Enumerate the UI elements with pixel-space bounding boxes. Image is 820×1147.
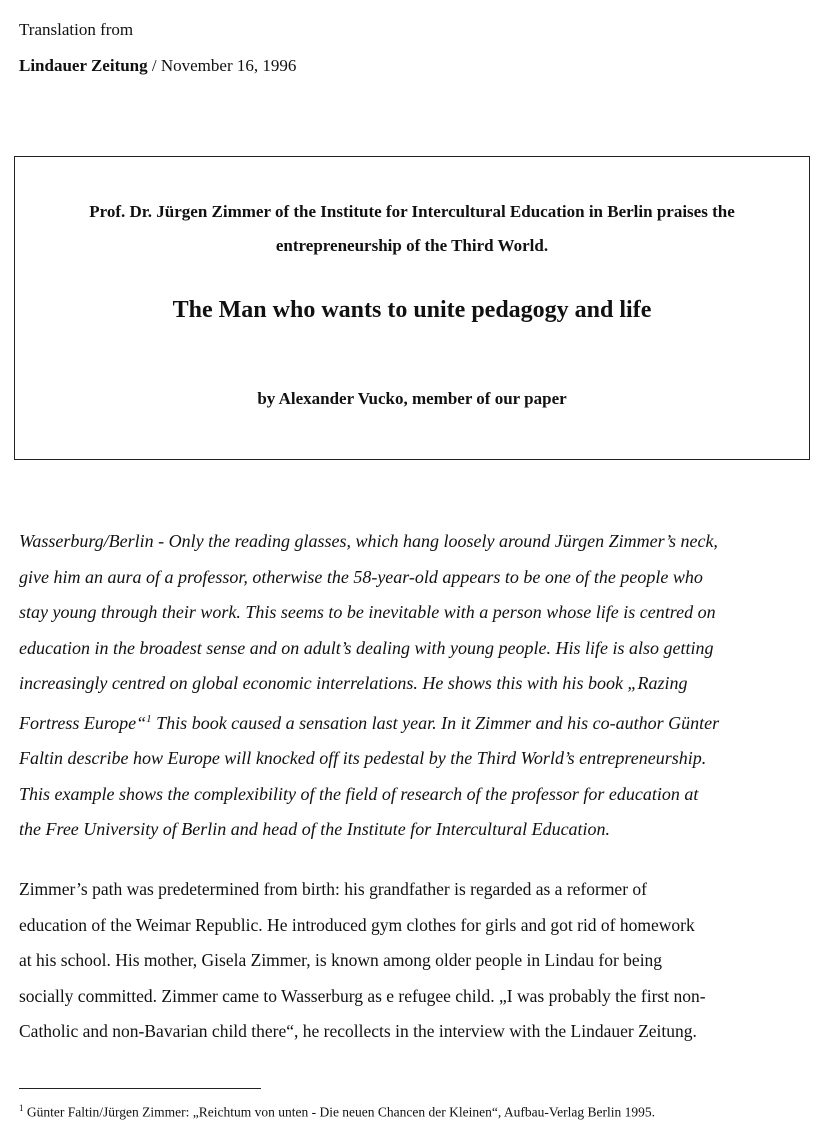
publication-date: / November 16, 1996	[151, 56, 297, 75]
book-title-end: Fortress Europe“	[19, 712, 147, 733]
paragraph-line: education of the Weimar Republic. He introduced gym clothes for girls and got rid of homework	[19, 914, 695, 935]
paper-name: Lindauer Zeitung	[19, 56, 148, 75]
byline: by Alexander Vucko, member of our paper	[257, 389, 567, 408]
paragraph-line: Wasserburg/Berlin - Only the reading glasses, which hang loosely around Jürgen Zimmer’s neck,	[19, 531, 718, 551]
paragraph-line: Zimmer’s path was predetermined from birth: his grandfather is regarded as a reformer of	[19, 879, 647, 899]
paragraph-line: the Free University of Berlin and head of the Institute for Intercultural Education.	[19, 819, 611, 839]
paragraph-line: stay young through their work. This seems to be inevitable with a person whose life is centred on	[19, 602, 716, 622]
paragraph-line: education in the broadest sense and on adult’s dealing with young people. His life is also getting	[19, 637, 714, 658]
line-rest: This book caused a sensation last year. In it Zimmer and his co-author Günter	[156, 712, 720, 733]
translation-note: Translation from	[19, 20, 134, 39]
article-paragraph-1	[19, 524, 819, 848]
paragraph-line	[19, 702, 819, 742]
paragraph-line: This example shows the complexibility of the field of research of the professor for education at	[19, 783, 699, 804]
source-line	[19, 56, 296, 76]
paragraph-line: at his school. His mother, Gisela Zimmer, is known among older people in Lindau for being	[19, 950, 663, 970]
paragraph-line: Faltin describe how Europe will knocked off its pedestal by the Third World’s entrepreneurship.	[19, 748, 707, 768]
footnote-ref: 1	[146, 712, 152, 725]
paragraph-line: socially committed. Zimmer came to Wasserburg as e refugee child. „I was probably the first non-	[19, 985, 706, 1006]
paragraph-line: give him an aura of a professor, otherwise the 58-year-old appears to be one of the people who	[19, 566, 703, 587]
footnote-marker: 1	[19, 1103, 24, 1113]
headline: The Man who wants to unite pedagogy and life	[172, 297, 652, 323]
article-paragraph-2	[19, 872, 819, 1050]
footnote	[19, 1100, 809, 1121]
paragraph-line: Catholic and non-Bavarian child there“, he recollects in the interview with the Lindauer Zeitung.	[19, 1021, 697, 1041]
kicker: Prof. Dr. Jürgen Zimmer of the Institute for Intercultural Education in Berlin praises the entrepreneurship of the Third World.	[89, 202, 735, 255]
footnote-divider	[19, 1088, 261, 1089]
title-box	[14, 156, 810, 460]
footnote-text: Günter Faltin/Jürgen Zimmer: „Reichtum von unten - Die neuen Chancen der Kleinen“, Aufbau-Verlag Berlin 1995.	[26, 1104, 655, 1120]
paragraph-line: increasingly centred on global economic interrelations. He shows this with his book „Razing	[19, 673, 688, 693]
